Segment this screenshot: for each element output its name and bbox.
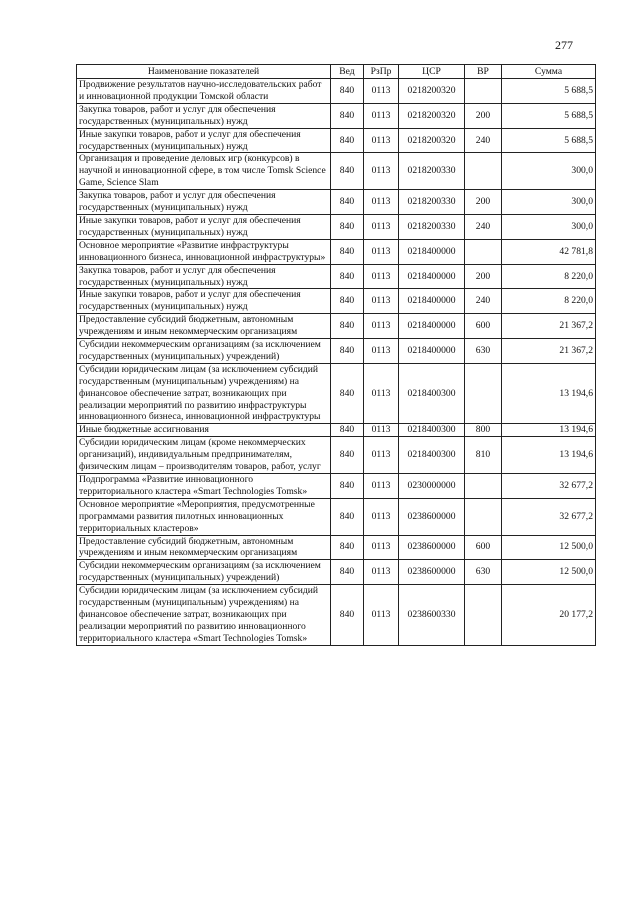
cell-sum: 13 194,6: [502, 424, 596, 437]
cell-sum: 32 677,2: [502, 474, 596, 499]
cell-csr: 0218400000: [399, 339, 465, 364]
cell-csr: 0218200320: [399, 128, 465, 153]
cell-csr: 0218400000: [399, 264, 465, 289]
table-row: [77, 339, 596, 364]
cell-name: Закупка товаров, работ и услуг для обеспечения государственных (муниципальных) нужд: [77, 103, 331, 128]
cell-name: Предоставление субсидий бюджетным, автономным учреждениям и иным некоммерческим организациям: [77, 314, 331, 339]
cell-vr: [465, 79, 502, 104]
cell-rzpr: 0113: [364, 424, 399, 437]
cell-vr: [465, 153, 502, 190]
cell-csr: 0238600000: [399, 560, 465, 585]
cell-sum: 13 194,6: [502, 437, 596, 474]
cell-sum: 5 688,5: [502, 79, 596, 104]
cell-rzpr: 0113: [364, 560, 399, 585]
cell-vr: 240: [465, 289, 502, 314]
table-row: [77, 560, 596, 585]
cell-sum: 5 688,5: [502, 128, 596, 153]
table-row: [77, 363, 596, 424]
cell-name: Иные закупки товаров, работ и услуг для обеспечения государственных (муниципальных) нужд: [77, 214, 331, 239]
table-row: [77, 214, 596, 239]
cell-rzpr: 0113: [364, 103, 399, 128]
cell-csr: 0238600000: [399, 535, 465, 560]
cell-rzpr: 0113: [364, 214, 399, 239]
cell-name: Иные закупки товаров, работ и услуг для обеспечения государственных (муниципальных) нужд: [77, 128, 331, 153]
cell-csr: 0230000000: [399, 474, 465, 499]
cell-sum: 300,0: [502, 190, 596, 215]
cell-rzpr: 0113: [364, 474, 399, 499]
cell-ved: 840: [331, 79, 364, 104]
header-sum: Сумма: [502, 65, 596, 79]
cell-vr: 600: [465, 535, 502, 560]
cell-ved: 840: [331, 585, 364, 646]
cell-sum: 21 367,2: [502, 314, 596, 339]
cell-vr: [465, 363, 502, 424]
cell-csr: 0238600000: [399, 498, 465, 535]
cell-rzpr: 0113: [364, 535, 399, 560]
cell-name: Основное мероприятие «Мероприятия, предусмотренные программами развития пилотных инновационных территориальных кластеров»: [77, 498, 331, 535]
table-row: [77, 474, 596, 499]
cell-ved: 840: [331, 535, 364, 560]
cell-ved: 840: [331, 498, 364, 535]
cell-vr: 600: [465, 314, 502, 339]
table-row: [77, 535, 596, 560]
cell-sum: 300,0: [502, 214, 596, 239]
cell-ved: 840: [331, 339, 364, 364]
cell-rzpr: 0113: [364, 437, 399, 474]
cell-vr: 200: [465, 264, 502, 289]
cell-name: Субсидии некоммерческим организациям (за исключением государственных (муниципальных) учреждений): [77, 560, 331, 585]
table-header-row: [77, 65, 596, 79]
cell-ved: 840: [331, 363, 364, 424]
cell-name: Субсидии юридическим лицам (за исключением субсидий государственным (муниципальным) учреждениям) на финансовое обеспечение затрат, возникающих при реализации мероприятий по развитию инфраструктуры инновационного бизнеса, инновационной инфраструктуры: [77, 363, 331, 424]
page-number: 277: [555, 38, 573, 52]
cell-rzpr: 0113: [364, 363, 399, 424]
cell-sum: 8 220,0: [502, 289, 596, 314]
table-row: [77, 314, 596, 339]
header-vr: ВР: [465, 65, 502, 79]
budget-table: [76, 64, 596, 646]
table-row: [77, 190, 596, 215]
cell-name: Субсидии юридическим лицам (за исключением субсидий государственным (муниципальным) учреждениям) на финансовое обеспечение затрат, возникающих при реализации мероприятий по развитию инновационного территориального кластера «Smart Technologies Tomsk»: [77, 585, 331, 646]
table-row: [77, 79, 596, 104]
header-ved: Вед: [331, 65, 364, 79]
cell-ved: 840: [331, 264, 364, 289]
cell-ved: 840: [331, 289, 364, 314]
table-row: [77, 153, 596, 190]
cell-vr: 200: [465, 103, 502, 128]
cell-ved: 840: [331, 314, 364, 339]
cell-rzpr: 0113: [364, 190, 399, 215]
cell-csr: 0238600330: [399, 585, 465, 646]
cell-csr: 0218400300: [399, 363, 465, 424]
cell-ved: 840: [331, 153, 364, 190]
cell-csr: 0218200330: [399, 190, 465, 215]
table-row: [77, 128, 596, 153]
cell-csr: 0218400300: [399, 437, 465, 474]
cell-rzpr: 0113: [364, 585, 399, 646]
table-body: [77, 79, 596, 646]
cell-name: Закупка товаров, работ и услуг для обеспечения государственных (муниципальных) нужд: [77, 190, 331, 215]
cell-vr: [465, 498, 502, 535]
cell-ved: 840: [331, 424, 364, 437]
cell-csr: 0218200320: [399, 103, 465, 128]
cell-csr: 0218400300: [399, 424, 465, 437]
cell-sum: 42 781,8: [502, 239, 596, 264]
cell-csr: 0218200320: [399, 79, 465, 104]
cell-vr: [465, 474, 502, 499]
cell-sum: 12 500,0: [502, 535, 596, 560]
cell-rzpr: 0113: [364, 128, 399, 153]
cell-sum: 13 194,6: [502, 363, 596, 424]
cell-rzpr: 0113: [364, 153, 399, 190]
table-row: [77, 437, 596, 474]
cell-vr: 240: [465, 214, 502, 239]
cell-csr: 0218400000: [399, 314, 465, 339]
cell-vr: 810: [465, 437, 502, 474]
cell-vr: 240: [465, 128, 502, 153]
cell-name: Иные бюджетные ассигнования: [77, 424, 331, 437]
cell-sum: 5 688,5: [502, 103, 596, 128]
table-row: [77, 264, 596, 289]
cell-ved: 840: [331, 103, 364, 128]
cell-name: Закупка товаров, работ и услуг для обеспечения государственных (муниципальных) нужд: [77, 264, 331, 289]
table-row: [77, 585, 596, 646]
cell-name: Субсидии юридическим лицам (кроме некоммерческих организаций), индивидуальным предпринимателям, физическим лицам – производителям товаров, работ, услуг: [77, 437, 331, 474]
header-csr: ЦСР: [399, 65, 465, 79]
table-row: [77, 239, 596, 264]
cell-vr: [465, 239, 502, 264]
cell-ved: 840: [331, 190, 364, 215]
cell-sum: 300,0: [502, 153, 596, 190]
cell-name: Продвижение результатов научно-исследовательских работ и инновационной продукции Томской области: [77, 79, 331, 104]
cell-name: Предоставление субсидий бюджетным, автономным учреждениям и иным некоммерческим организациям: [77, 535, 331, 560]
cell-rzpr: 0113: [364, 239, 399, 264]
cell-sum: 8 220,0: [502, 264, 596, 289]
cell-name: Подпрограмма «Развитие инновационного территориального кластера «Smart Technologies Tomsk»: [77, 474, 331, 499]
header-name: Наименование показателей: [77, 65, 331, 79]
cell-vr: 630: [465, 339, 502, 364]
cell-csr: 0218400000: [399, 289, 465, 314]
cell-ved: 840: [331, 239, 364, 264]
cell-rzpr: 0113: [364, 264, 399, 289]
cell-rzpr: 0113: [364, 498, 399, 535]
cell-ved: 840: [331, 437, 364, 474]
cell-vr: 630: [465, 560, 502, 585]
cell-ved: 840: [331, 474, 364, 499]
cell-vr: [465, 585, 502, 646]
cell-csr: 0218400000: [399, 239, 465, 264]
cell-name: Иные закупки товаров, работ и услуг для обеспечения государственных (муниципальных) нужд: [77, 289, 331, 314]
cell-sum: 20 177,2: [502, 585, 596, 646]
cell-vr: 200: [465, 190, 502, 215]
cell-rzpr: 0113: [364, 314, 399, 339]
cell-sum: 32 677,2: [502, 498, 596, 535]
table-row: [77, 424, 596, 437]
cell-name: Организация и проведение деловых игр (конкурсов) в научной и инновационной сфере, в том числе Tomsk Science Game, Science Slam: [77, 153, 331, 190]
table-row: [77, 289, 596, 314]
cell-csr: 0218200330: [399, 153, 465, 190]
cell-rzpr: 0113: [364, 289, 399, 314]
cell-rzpr: 0113: [364, 339, 399, 364]
cell-ved: 840: [331, 214, 364, 239]
cell-vr: 800: [465, 424, 502, 437]
cell-name: Основное мероприятие «Развитие инфраструктуры инновационного бизнеса, инновационной инфраструктуры»: [77, 239, 331, 264]
header-rzpr: РзПр: [364, 65, 399, 79]
cell-csr: 0218200330: [399, 214, 465, 239]
cell-ved: 840: [331, 128, 364, 153]
cell-ved: 840: [331, 560, 364, 585]
table-row: [77, 103, 596, 128]
cell-rzpr: 0113: [364, 79, 399, 104]
table-row: [77, 498, 596, 535]
cell-sum: 12 500,0: [502, 560, 596, 585]
cell-name: Субсидии некоммерческим организациям (за исключением государственных (муниципальных) учреждений): [77, 339, 331, 364]
cell-sum: 21 367,2: [502, 339, 596, 364]
